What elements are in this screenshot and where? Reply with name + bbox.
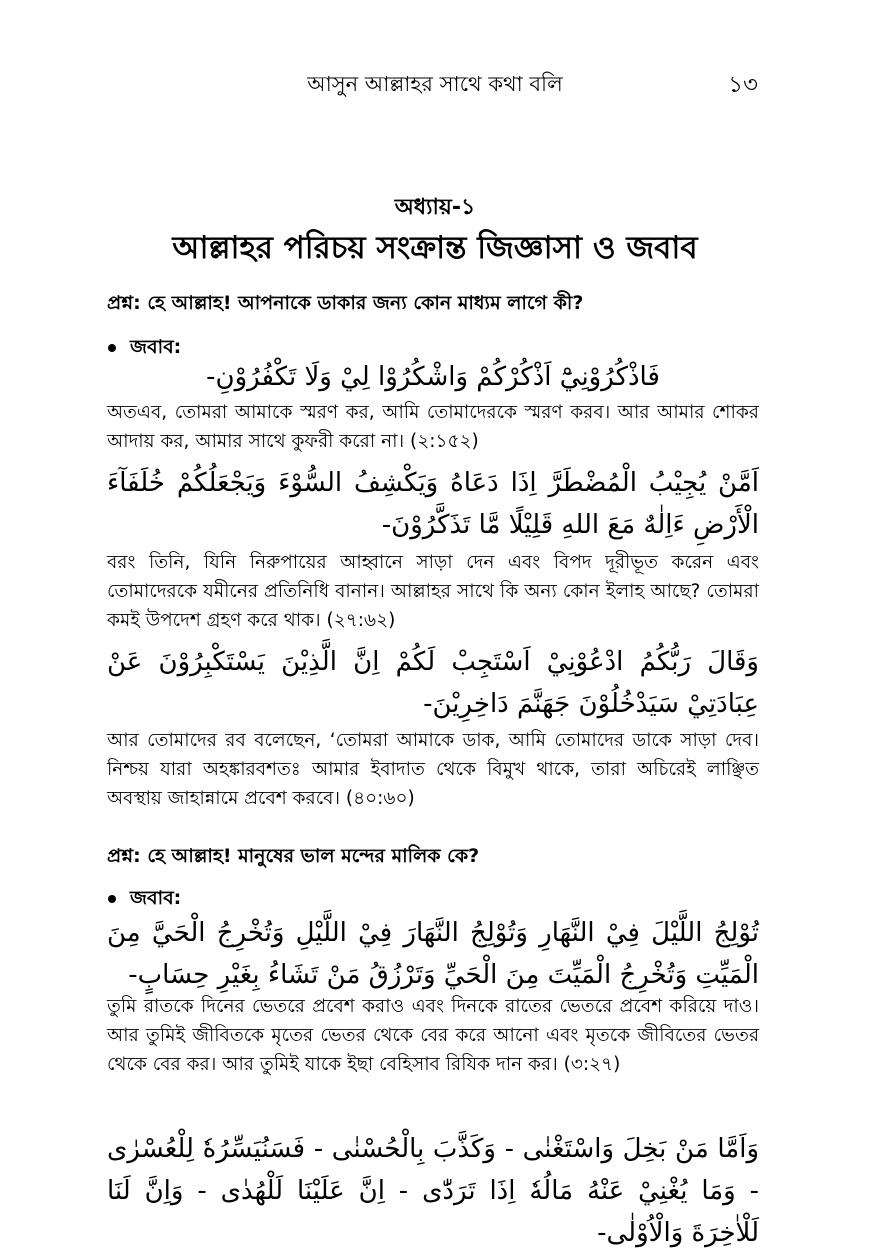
chapter-title: আল্লাহর পরিচয় সংক্রান্ত জিজ্ঞাসা ও জবাব (172, 230, 698, 266)
bengali-translation: অতএব, তোমরা আমাকে স্মরণ কর, আমি তোমাদেরকে স্মরণ করব। আর আমার শোকর আদায় কর, আমার সাথে কুফরী করো না। (২:১৫২) (107, 402, 759, 452)
arabic-verse: وَقَالَ رَبُّكُمُ ادْعُوْنِيْ اَسْتَجِبْ لَكُمْ اِنَّ الَّذِيْنَ يَسْتَكْبِرُوْنَ عَنْ عِبَادَتِيْ سَيَدْخُلُوْنَ جَهَنَّمَ دَاخِرِيْنَ- (107, 647, 759, 719)
chapter-label: অধ্যায়-১ (394, 195, 476, 220)
answer-label-text: জবাব: (130, 887, 182, 909)
question-heading: প্রশ্ন: হে আল্লাহ! আপনাকে ডাকার জন্য কোন মাধ্যম লাগে কী? (107, 292, 584, 314)
bullet-icon (108, 895, 116, 903)
question-heading: প্রশ্ন: হে আল্লাহ! মানুষের ভাল মন্দের মালিক কে? (107, 845, 480, 867)
arabic-verse: وَاَمَّا مَنْ بَخِلَ وَاسْتَغْنٰى - وَكَذَّبَ بِالْحُسْنٰى - فَسَنُيَسِّرُهٗ لِلْعُسْرٰى - وَمَا يُغْنِيْ عَنْهُ مَالُهٗ اِذَا تَرَدّٰى - اِنَّ عَلَيْنَا لَلْهُدٰى - وَاِنَّ لَنَا لَلْاٰخِرَةَ وَالْاُوْلٰى- (107, 1134, 759, 1248)
bullet-icon (108, 344, 116, 352)
bengali-translation: আর তোমাদের রব বলেছেন, ‘তোমরা আমাকে ডাক, আমি তোমাদের ডাকে সাড়া দেব। নিশ্চয় যারা অহঙ্কারবশতঃ আমার ইবাদাত থেকে বিমুখ থাকে, তারা অচিরেই লাঞ্ছিত অবস্থায় জাহান্নামে প্রবেশ করবে। (৪০:৬০) (107, 730, 759, 809)
arabic-verse: فَاذْكُرُوْنِيْٓ اَذْكُرْكُمْ وَاشْكُرُوْا لِيْ وَلَا تَكْفُرُوْنِ- (206, 362, 660, 392)
bengali-translation: বরং তিনি, যিনি নিরুপায়ের আহ্বানে সাড়া দেন এবং বিপদ দূরীভূত করেন এবং তোমাদেরকে যমীনের প্রতিনিধি বানান। আল্লাহর সাথে কি অন্য কোন ইলাহ আছে? তোমরা কমই উপদেশ গ্রহণ করে থাক। (২৭:৬২) (107, 552, 759, 631)
arabic-verse: اَمَّنْ يُجِيْبُ الْمُضْطَرَّ اِذَا دَعَاهُ وَيَكْشِفُ السُّوْءَ وَيَجْعَلُكُمْ خُلَفَآءَ الْأَرْضِ ءَاِلٰهٌ مَعَ اللهِ قَلِيْلًا مَّا تَذَكَّرُوْنَ- (107, 468, 759, 540)
running-header: আসুন আল্লাহর সাথে কথা বলি (307, 72, 563, 96)
arabic-verse: تُوْلِجُ اللَّيْلَ فِيْ النَّهَارِ وَتُوْلِجُ النَّهَارَ فِيْ اللَّيْلِ وَتُخْرِجُ الْحَيَّ مِنَ الْمَيِّتِ وَتُخْرِجُ الْمَيِّتَ مِنَ الْحَيِّ وَتَرْزُقُ مَنْ تَشَاءُ بِغَيْرِ حِسَابٍ- (107, 918, 759, 990)
bengali-translation: তুমি রাতকে দিনের ভেতরে প্রবেশ করাও এবং দিনকে রাতের ভেতরে প্রবেশ করিয়ে দাও। আর তুমিই জীবিতকে মৃতের ভেতর থেকে বের করে আনো এবং মৃতকে জীবিতের ভেতর থেকে বের কর। আর তুমিই যাকে ইছা বেহিসাব রিযিক দান কর। (৩:২৭) (107, 996, 759, 1075)
answer-label-text: জবাব: (130, 336, 182, 358)
page-number: ১৩ (728, 72, 758, 98)
